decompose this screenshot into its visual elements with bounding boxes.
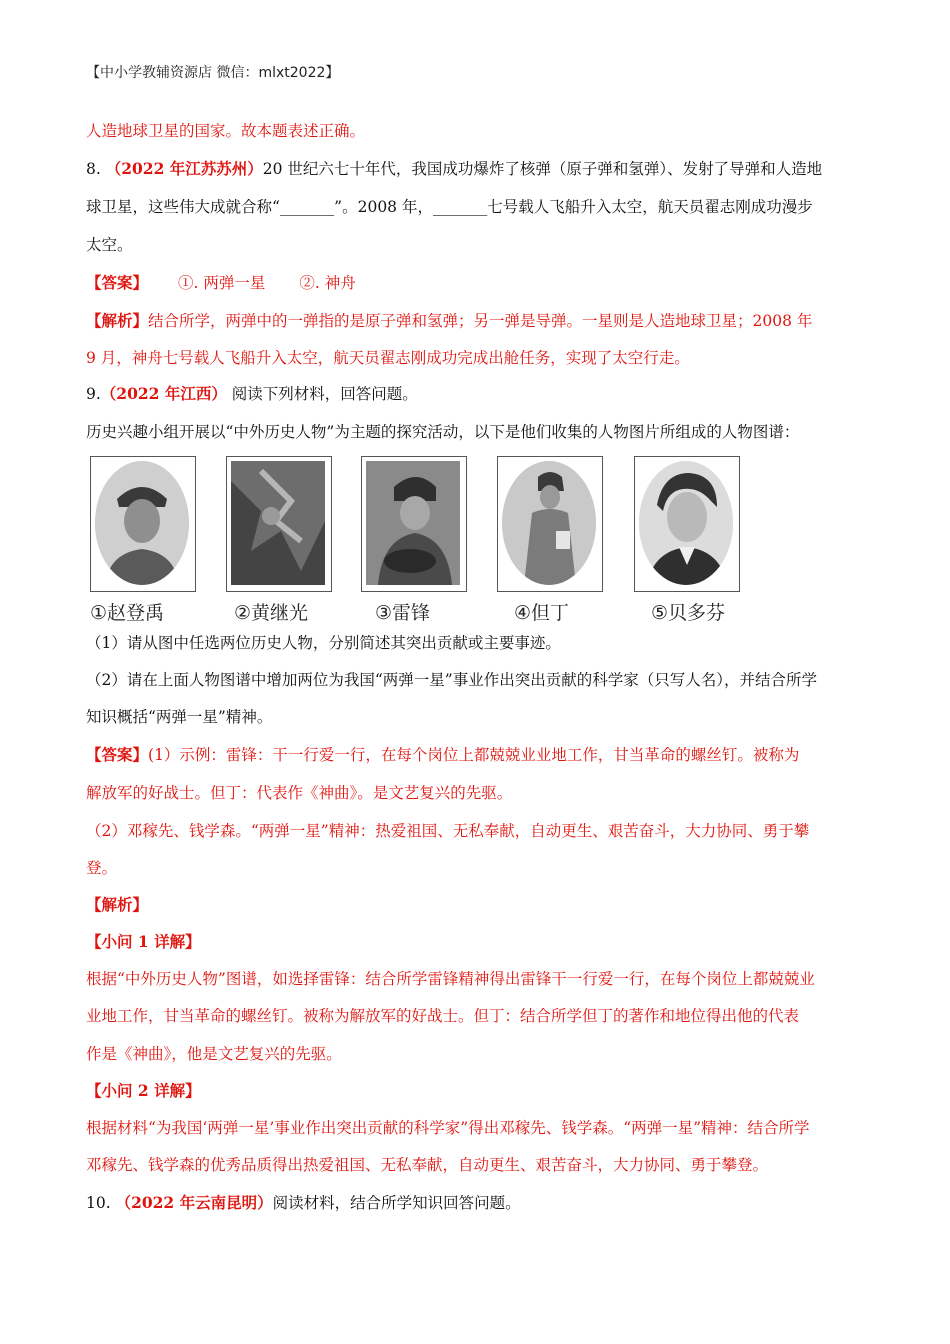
q9-stem bbox=[86, 383, 418, 405]
q9-analysis-label: 【解析】 bbox=[86, 895, 149, 914]
q10-stem bbox=[86, 1192, 521, 1214]
q9-number: 9. bbox=[86, 385, 101, 403]
q8-analysis-text: 结合所学，两弹中的一弹指的是原子弹和氢弹；另一弹是导弹。一星则是人造地球卫星；2008 年 bbox=[148, 312, 813, 330]
q9-detail1-line1: 根据“中外历史人物”图谱，如选择雷锋：结合所学雷锋精神得出雷锋干一行爱一行，在每个岗位上都兢兢业 bbox=[86, 970, 815, 988]
portrait-zhao-dengyu bbox=[90, 456, 196, 592]
portrait-lei-feng bbox=[361, 456, 467, 592]
q9-answer-line3: （2）邓稼先、钱学森。“两弹一星”精神：热爱祖国、无私奉献，自动更生、艰苦奋斗，大力协同、勇于攀 bbox=[86, 822, 810, 840]
q9-sub2-line1: （2）请在上面人物图谱中增加两位为我国“两弹一星”事业作出突出贡献的科学家（只写人名），并结合所学 bbox=[86, 671, 817, 689]
portrait-image bbox=[639, 461, 733, 585]
q10-number: 10. bbox=[86, 1194, 116, 1212]
q9-detail1-line2: 业地工作，甘当革命的螺丝钉。被称为解放军的好战士。但丁：结合所学但丁的著作和地位得出他的代表 bbox=[86, 1007, 800, 1025]
q9-detail2-label: 【小问 2 详解】 bbox=[86, 1081, 201, 1100]
portrait-image bbox=[231, 461, 325, 585]
caption-5: ⑤贝多芬 bbox=[651, 602, 726, 624]
q10-text: 阅读材料，结合所学知识回答问题。 bbox=[272, 1194, 521, 1212]
q10-source: （2022 年云南昆明） bbox=[115, 1193, 273, 1212]
q9-answer-line4: 登。 bbox=[86, 859, 118, 877]
q8-source: （2022 年江苏苏州） bbox=[105, 159, 263, 178]
q8-stem-line2: 球卫星，这些伟大成就合称“_______”。2008 年，_______七号载人飞船升入太空，航天员翟志刚成功漫步 bbox=[86, 198, 813, 216]
prev-answer-tail: 人造地球卫星的国家。故本题表述正确。 bbox=[86, 122, 366, 140]
q8-analysis-label: 【解析】 bbox=[86, 311, 149, 330]
q8-answer bbox=[86, 272, 356, 294]
q9-sub1: （1）请从图中任选两位历史人物，分别简述其突出贡献或主要事迹。 bbox=[86, 634, 561, 652]
q9-answer-line2: 解放军的好战士。但丁：代表作《神曲》。是文艺复兴的先驱。 bbox=[86, 784, 513, 802]
portrait-gallery bbox=[86, 456, 776, 624]
q8-analysis-line1 bbox=[86, 310, 812, 332]
portrait-beethoven bbox=[634, 456, 740, 592]
q8-stem-line3: 太空。 bbox=[86, 236, 133, 254]
q8-answer-label: 【答案】 bbox=[86, 273, 149, 292]
portrait-dante bbox=[497, 456, 603, 592]
caption-2: ②黄继光 bbox=[234, 602, 309, 624]
q8-stem-line1 bbox=[86, 158, 822, 180]
q8-analysis-line2: 9 月，神舟七号载人飞船升入太空，航天员翟志刚成功完成出舱任务，实现了太空行走。 bbox=[86, 349, 690, 367]
portrait-image bbox=[366, 461, 460, 585]
q9-answer-text: (1）示例：雷锋：干一行爱一行，在每个岗位上都兢兢业业地工作，甘当革命的螺丝钉。被称为 bbox=[148, 746, 800, 764]
q9-detail1-line3: 作是《神曲》，他是文艺复兴的先驱。 bbox=[86, 1045, 342, 1063]
caption-3: ③雷锋 bbox=[375, 602, 431, 624]
q9-detail2-line1: 根据材料“为我国‘两弹一星’事业作出突出贡献的科学家”得出邓稼先、钱学森。“两弹一星”精神：结合所学 bbox=[86, 1119, 810, 1137]
q9-material-intro: 历史兴趣小组开展以“中外历史人物”为主题的探究活动，以下是他们收集的人物图片所组成的人物图谱： bbox=[86, 423, 800, 441]
q9-sub2-line2: 知识概括“两弹一星”精神。 bbox=[86, 708, 273, 726]
q8-number: 8. bbox=[86, 160, 106, 178]
q9-answer-label: 【答案】 bbox=[86, 745, 149, 764]
caption-1: ①赵登禹 bbox=[90, 602, 165, 624]
q8-answer-1: ①. 两弹一星 bbox=[178, 274, 266, 292]
q9-text: 阅读下列材料，回答问题。 bbox=[226, 385, 418, 403]
q8-answer-2: ②. 神舟 bbox=[299, 274, 356, 292]
q9-answer-line1 bbox=[86, 744, 799, 766]
portrait-image bbox=[95, 461, 189, 585]
q9-source: （2022 年江西） bbox=[100, 384, 227, 403]
caption-4: ④但丁 bbox=[514, 602, 570, 624]
q9-detail1-label: 【小问 1 详解】 bbox=[86, 932, 201, 951]
portrait-image bbox=[502, 461, 596, 585]
q8-text: 20 世纪六七十年代，我国成功爆炸了核弹（原子弹和氢弹）、发射了导弹和人造地 bbox=[262, 160, 823, 178]
page-header: 【中小学教辅资源店 微信：mlxt2022】 bbox=[86, 65, 340, 81]
q9-detail2-line2: 邓稼先、钱学森的优秀品质得出热爱祖国、无私奉献，自动更生、艰苦奋斗，大力协同、勇于攀登。 bbox=[86, 1156, 769, 1174]
portrait-huang-jiguang bbox=[226, 456, 332, 592]
